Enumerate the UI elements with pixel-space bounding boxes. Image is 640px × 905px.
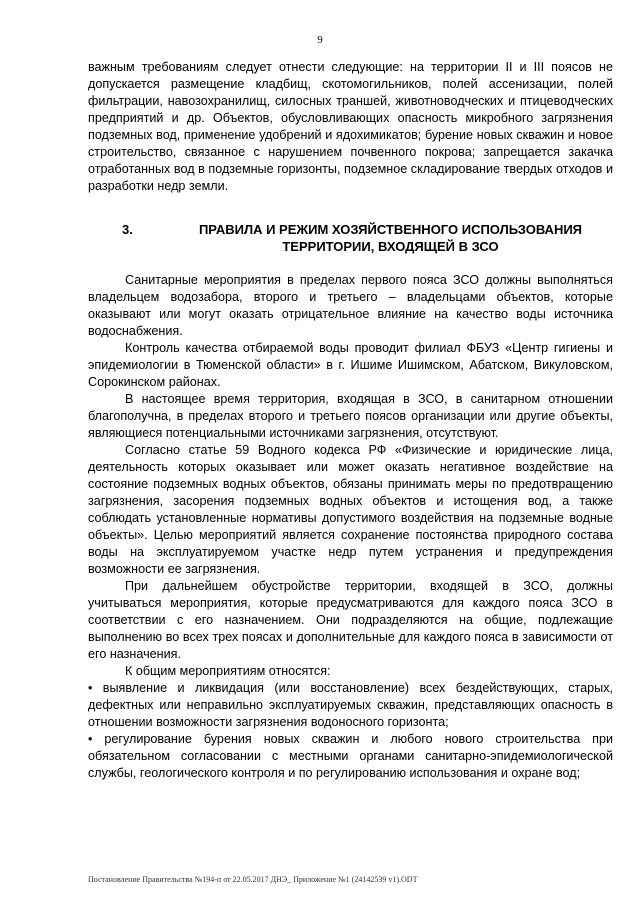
section-heading [88, 221, 613, 255]
paragraph: Контроль качества отбираемой воды проводит филиал ФБУЗ «Центр гигиены и эпидемиологии в Тюменской области» в г. Ишиме Ишимском, Абатском, Викуловском, Сорокинском районах. [88, 341, 613, 389]
paragraph: При дальнейшем обустройстве территории, входящей в ЗСО, должны учитываться мероприятия, которые предусматриваются для каждого пояса ЗСО в соответствии с его назначением. Они подразделяются на общие, подлежащие выполнению во всех трех поясах и дополнительные для каждого пояса в зависимости от его назначения. [88, 579, 613, 661]
document-body [88, 59, 613, 782]
paragraph-continued: важным требованиям следует отнести следующие: на территории II и III поясов не допускается размещение кладбищ, скотомогильников, полей ассенизации, полей фильтрации, навозохранилищ, силосных траншей, животноводческих и птицеводческих предприятий и др. Объектов, обусловливающих опасность микробного загрязнения подземных вод, применение удобрений и ядохимикатов; бурение новых скважин и новое строительство, связанное с нарушением почвенного покрова; запрещается закачка отработанных вод в подземные горизонты, подземное складирование твердых отходов и разработки недр земли. [88, 60, 613, 193]
bullet-item: • выявление и ликвидация (или восстановление) всех бездействующих, старых, дефектных или неправильно эксплуатируемых скважин, представляющих опасность в отношении возможности загрязнения водоносного горизонта; [88, 681, 613, 729]
section-number: 3. [122, 222, 133, 237]
paragraph: К общим мероприятиям относятся: [125, 664, 331, 678]
paragraph: Согласно статье 59 Водного кодекса РФ «Физические и юридические лица, деятельность которых оказывает или может оказать негативное воздействие на состояние подземных водных объектов, обязаны принимать меры по предотвращению загрязнения, засорения подземных водных объектов и истощения вод, а также соблюдать установленные нормативы допустимого воздействия на подземные водные объекты». Целью мероприятий является сохранение постоянства природного состава воды на эксплуатируемом участке недр путем устранения и предупреждения возможности ее загрязнения. [88, 443, 613, 576]
bullet-item: • регулирование бурения новых скважин и любого нового строительства при обязательном согласовании с местными органами санитарно-эпидемиологической службы, геологического контроля и по регулированию использования и охране вод; [88, 732, 613, 780]
page-footer: Постановление Правительства №194-п от 22.05.2017 ДНЭ_ Приложение №1 (24142539 v1).ODT [88, 875, 418, 884]
paragraph: В настоящее время территория, входящая в ЗСО, в санитарном отношении благополучна, в пределах второго и третьего поясов организации или другие объекты, являющиеся потенциальными источниками загрязнения, отсутствуют. [88, 392, 613, 440]
page-number: 9 [317, 34, 323, 46]
section-title: ПРАВИЛА И РЕЖИМ ХОЗЯЙСТВЕННОГО ИСПОЛЬЗОВАНИЯ ТЕРРИТОРИИ, ВХОДЯЩЕЙ В ЗСО [198, 222, 583, 254]
paragraph: Санитарные мероприятия в пределах первого пояса ЗСО должны выполняться владельцем водозабора, второго и третьего – владельцами объектов, которые оказывают или могут оказать отрицательное влияние на качество воды источника водоснабжения. [88, 273, 613, 338]
